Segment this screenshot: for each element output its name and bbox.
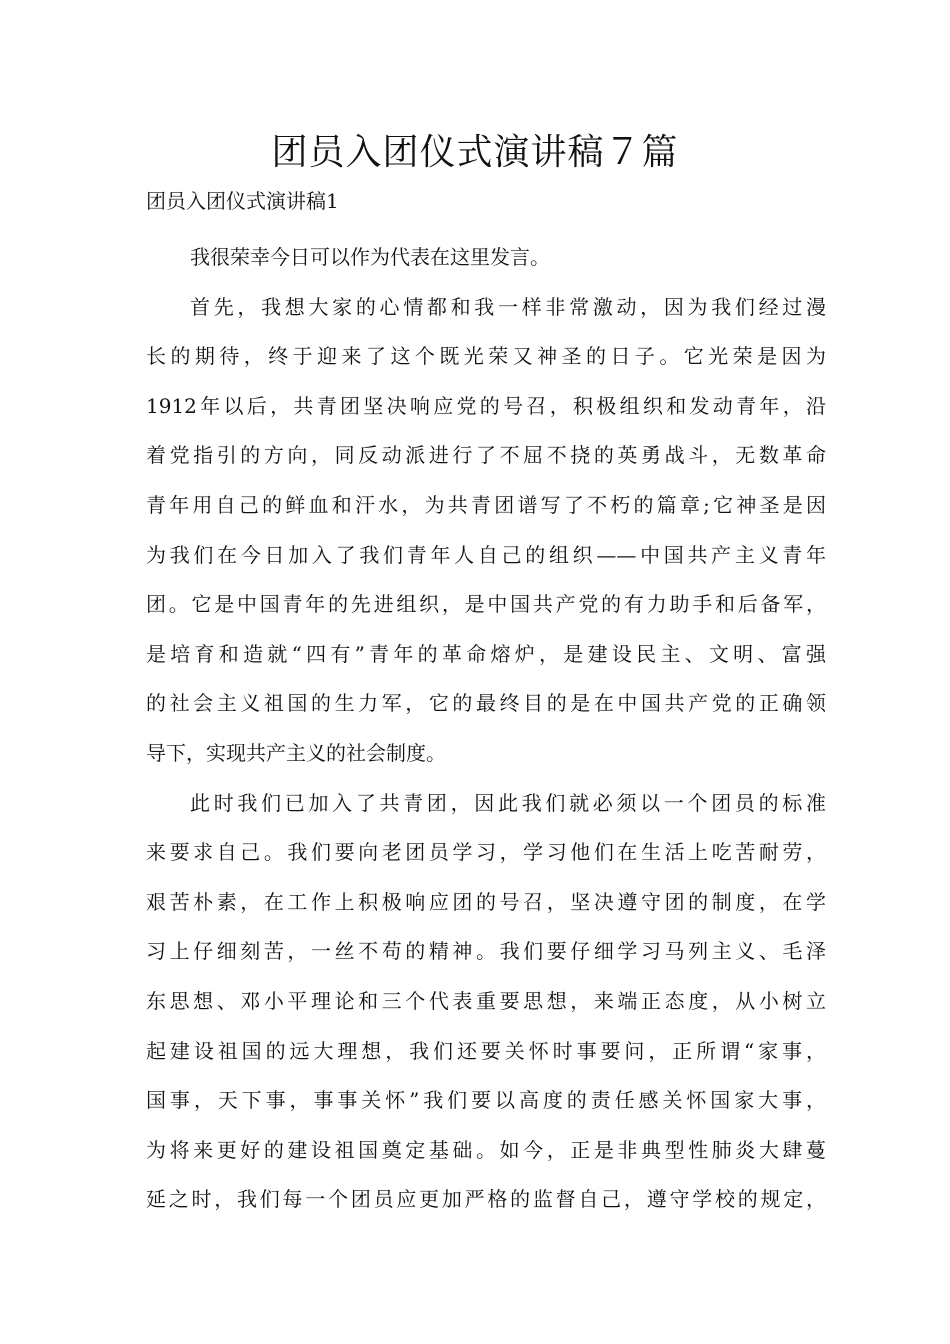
paragraph-line: 艰苦朴素，在工作上积极响应团的号召，坚决遵守团的制度，在学 <box>146 889 826 914</box>
paragraph-line: 为将来更好的建设祖国奠定基础。如今，正是非典型性肺炎大肆蔓 <box>146 1137 826 1162</box>
paragraph-line: 此时我们已加入了共青团，因此我们就必须以一个团员的标准 <box>190 790 826 815</box>
paragraph-line: 导下，实现共产主义的社会制度。 <box>146 740 446 765</box>
paragraph-line: 我很荣幸今日可以作为代表在这里发言。 <box>190 245 550 269</box>
paragraph-line: 是培育和造就“四有”青年的革命熔炉，是建设民主、文明、富强 <box>146 641 826 666</box>
paragraph-line: 1912年以后，共青团坚决响应党的号召，积极组织和发动青年，沿 <box>146 393 826 418</box>
paragraph-line: 来要求自己。我们要向老团员学习，学习他们在生活上吃苦耐劳， <box>146 840 826 865</box>
paragraph-line: 团。它是中国青年的先进组织，是中国共产党的有力助手和后备军， <box>146 592 826 617</box>
paragraph-line: 着党指引的方向，同反动派进行了不屈不挠的英勇战斗，无数革命 <box>146 443 826 468</box>
paragraph-line: 首先，我想大家的心情都和我一样非常激动，因为我们经过漫 <box>190 294 826 319</box>
paragraph <box>146 233 826 283</box>
document-body <box>146 233 826 1225</box>
paragraph <box>146 779 826 1225</box>
paragraph-line: 起建设祖国的远大理想，我们还要关怀时事要问，正所谓“家事， <box>146 1038 826 1063</box>
document-title: 团员入团仪式演讲稿７篇 <box>271 132 679 173</box>
paragraph-line: 长的期待，终于迎来了这个既光荣又神圣的日子。它光荣是因为 <box>146 344 826 369</box>
paragraph-line: 的社会主义祖国的生力军，它的最终目的是在中国共产党的正确领 <box>146 691 826 716</box>
paragraph-line: 延之时，我们每一个团员应更加严格的监督自己，遵守学校的规定， <box>146 1187 826 1212</box>
paragraph-line: 国事，天下事，事事关怀”我们要以高度的责任感关怀国家大事， <box>146 1088 826 1113</box>
paragraph <box>146 283 826 779</box>
paragraph-line: 东思想、邓小平理论和三个代表重要思想，来端正态度，从小树立 <box>146 988 826 1013</box>
paragraph-line: 为我们在今日加入了我们青年人自己的组织——中国共产主义青年 <box>146 542 826 567</box>
paragraph-line: 习上仔细刻苦，一丝不苟的精神。我们要仔细学习马列主义、毛泽 <box>146 939 826 964</box>
section-heading: 团员入团仪式演讲稿1 <box>146 189 339 213</box>
paragraph-line: 青年用自己的鲜血和汗水，为共青团谱写了不朽的篇章;它神圣是因 <box>146 492 826 517</box>
